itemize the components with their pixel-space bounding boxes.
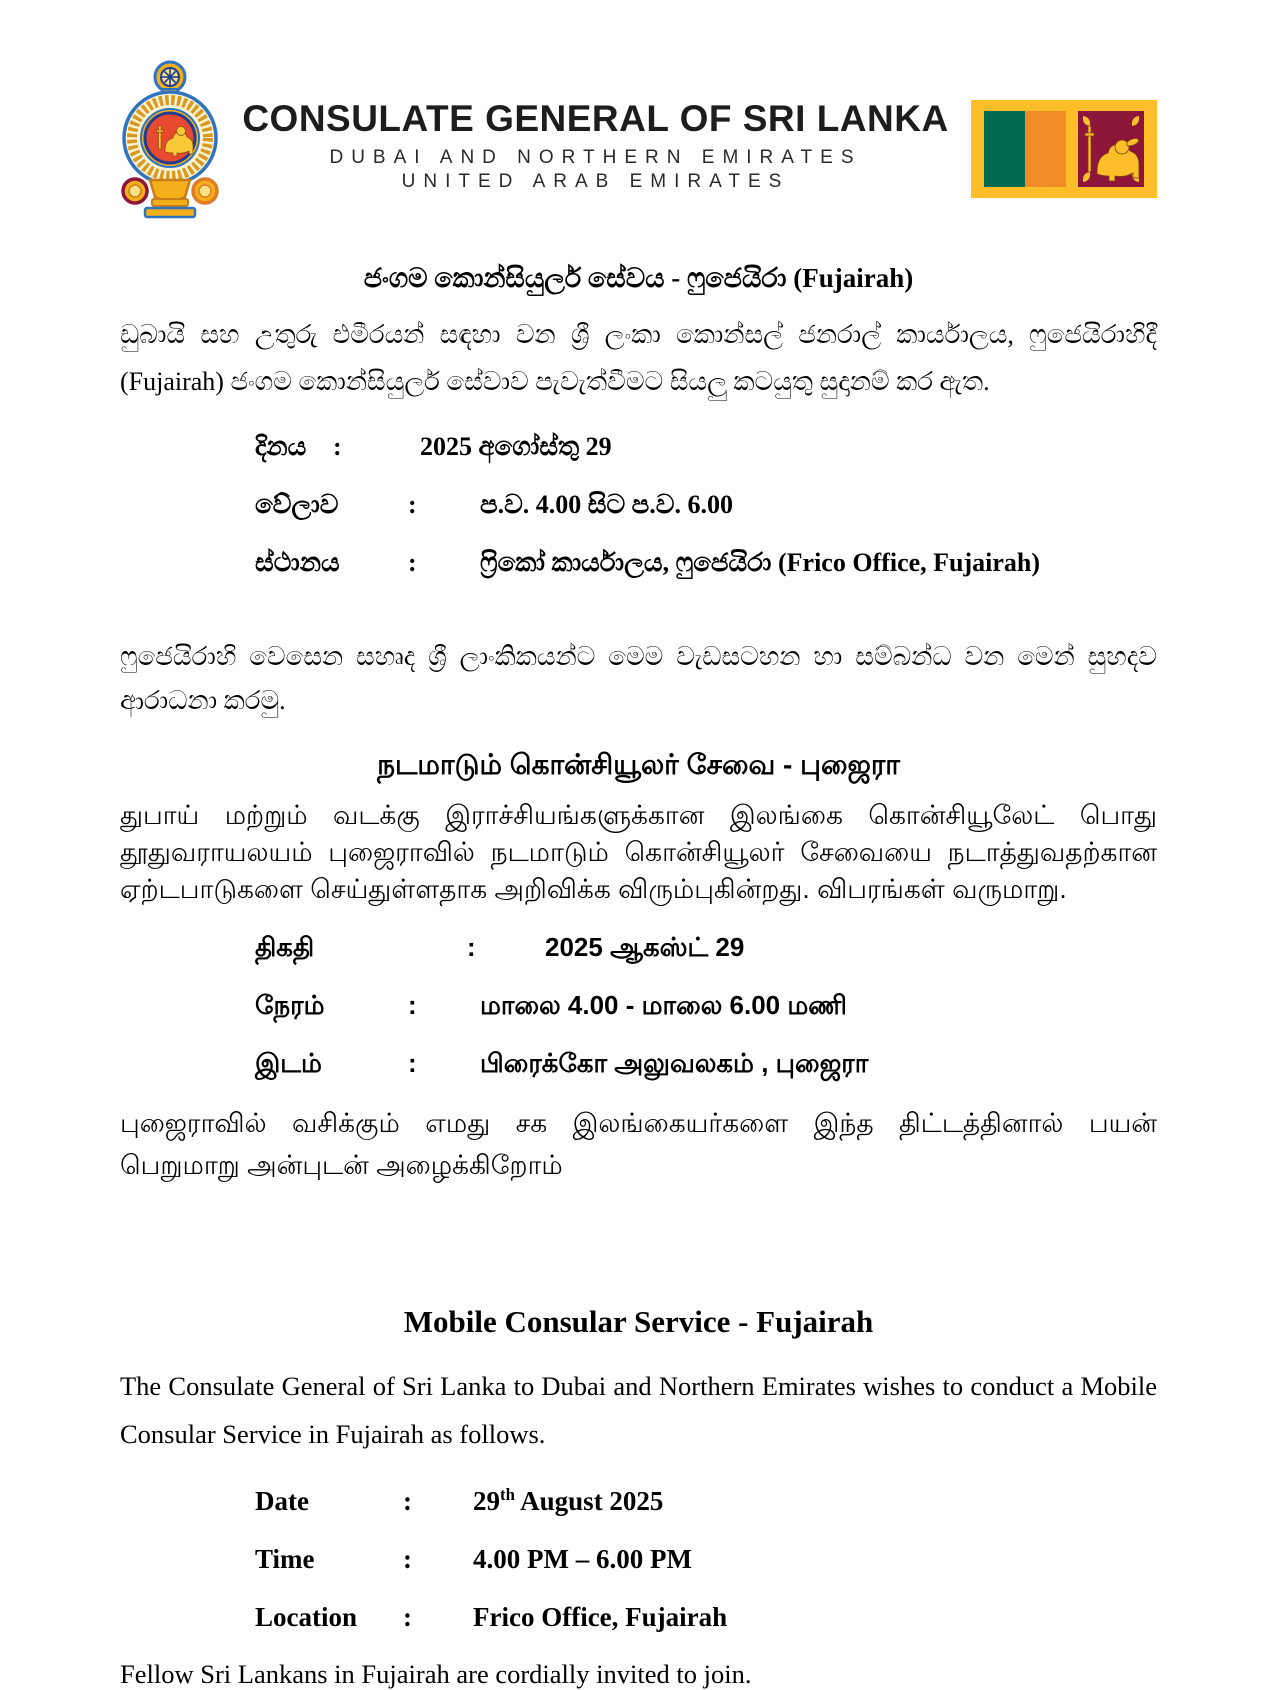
english-intro-paragraph: The Consulate General of Sri Lanka to Dubai and Northern Emirates wishes to conduct a Mobile Consular Service in Fujairah as follows. xyxy=(120,1371,1157,1449)
english-time-row xyxy=(255,1544,1157,1575)
detail-value xyxy=(473,1485,1157,1517)
sinhala-details xyxy=(255,432,1157,579)
english-location-row xyxy=(255,1602,1157,1633)
detail-value: 2025 ஆகஸ்ட் 29 xyxy=(545,932,745,962)
tamil-details xyxy=(255,932,1157,1082)
emblem-graphic xyxy=(120,56,220,228)
detail-value: 4.00 PM – 6.00 PM xyxy=(473,1544,692,1574)
sinhala-date-row xyxy=(255,432,1157,463)
detail-separator: : xyxy=(333,432,342,461)
detail-separator: : xyxy=(467,932,476,962)
english-details xyxy=(255,1485,1157,1633)
detail-label: திகதி xyxy=(255,932,315,962)
detail-value: ෆ්‍රිකෝ කාර්යාලය, ෆුජෙයිරා (Frico Office, Fujairah) xyxy=(480,548,1041,577)
sri-lanka-flag-icon xyxy=(971,56,1157,203)
tamil-intro-paragraph: துபாய் மற்றும் வடக்கு இராச்சியங்களுக்கான இலங்கை கொன்சியூலேட் பொது தூதுவராயலயம் புஜைராவில் நடமாடும் கொன்சியூலர் சேவையை நடாத்துவதற்கான ஏற்டபாடுகளை செய்துள்ளதாக அறிவிக்க விரும்புகின்றது. விபரங்கள் வருமாறு. xyxy=(120,800,1157,904)
header-text-block xyxy=(220,56,971,193)
consulate-subtitle-1: DUBAI AND NORTHERN EMIRATES xyxy=(329,147,862,168)
detail-separator: : xyxy=(408,990,417,1020)
detail-label: දිනය xyxy=(255,432,307,461)
english-title: Mobile Consular Service - Fujairah xyxy=(403,1304,874,1339)
date-number: 29 xyxy=(473,1486,500,1516)
detail-value: 2025 අගෝස්තු 29 xyxy=(420,432,612,461)
tamil-time-row xyxy=(255,990,1157,1024)
date-ordinal: th xyxy=(500,1485,515,1504)
english-closing-paragraph: Fellow Sri Lankans in Fujairah are cordially invited to join. xyxy=(120,1659,752,1689)
sinhala-intro-paragraph: ඩුබායි සහ උතුරු එමීරයන් සඳහා වන ශ්‍රී ලංකා කොන්සල් ජනරාල් කාර්යාලය, ෆුජෙයිරාහිදී (Fujairah) ජංගම කොන්සියුලර් සේවාව පැවැත්වීමට සියලු කටයුතු සුදානම් කර ඇත. xyxy=(120,320,1157,396)
detail-separator: : xyxy=(408,490,417,519)
detail-separator: : xyxy=(408,548,417,577)
detail-value: மாலை 4.00 - மாலை 6.00 மணி xyxy=(480,990,847,1020)
sinhala-section xyxy=(120,263,1157,723)
detail-label: වේලාව xyxy=(255,490,339,519)
detail-label: ස්ථානය xyxy=(255,548,340,577)
detail-label: நேரம் xyxy=(255,990,325,1020)
sinhala-title: ජංගම කොන්සියුලර් සේවය - ෆුජෙයිරා (Fujairah) xyxy=(363,263,914,293)
detail-label: Location xyxy=(255,1602,358,1632)
detail-value: பிரைக்கோ அலுவலகம் , புஜைரா xyxy=(480,1048,869,1078)
date-rest: August 2025 xyxy=(514,1486,664,1516)
tamil-closing-paragraph: புஜைராவில் வசிக்கும் எமது சக இலங்கையர்களை இந்த திட்டத்தினால் பயன் பெறுமாறு அன்புடன் அழைக்கிறோம் xyxy=(120,1108,1157,1180)
detail-value: ප.ව. 4.00 සිට ප.ව. 6.00 xyxy=(480,490,733,519)
sri-lanka-national-emblem-icon xyxy=(120,56,220,233)
detail-separator: : xyxy=(403,1544,412,1574)
tamil-section xyxy=(120,749,1157,1186)
detail-label: Date xyxy=(255,1486,309,1516)
sinhala-location-row xyxy=(255,548,1157,579)
detail-separator: : xyxy=(408,1048,417,1078)
detail-separator: : xyxy=(403,1486,412,1516)
detail-value: Frico Office, Fujairah xyxy=(473,1602,728,1632)
consulate-subtitle-2: UNITED ARAB EMIRATES xyxy=(401,171,790,192)
document-header xyxy=(120,56,1157,233)
tamil-date-row xyxy=(255,932,1157,966)
detail-separator: : xyxy=(403,1602,412,1632)
tamil-title: நடமாடும் கொன்சியூலர் சேவை - புஜைரா xyxy=(377,749,900,780)
english-section xyxy=(120,1304,1157,1690)
detail-label: இடம் xyxy=(255,1048,322,1078)
detail-label: Time xyxy=(255,1544,315,1574)
tamil-location-row xyxy=(255,1048,1157,1082)
sinhala-time-row xyxy=(255,490,1157,521)
flag-graphic xyxy=(971,100,1157,198)
sinhala-closing-paragraph: ෆුජෙයිරාහි වෙසෙන සහෘද ශ්‍රී ලාංකිකයන්ට මෙම වැඩසටහන හා සම්බන්ධ වන මෙන් සුහදව ආරාධනා කරමු. xyxy=(120,642,1157,715)
consulate-title: CONSULATE GENERAL OF SRI LANKA xyxy=(242,98,949,139)
english-date-row xyxy=(255,1485,1157,1517)
